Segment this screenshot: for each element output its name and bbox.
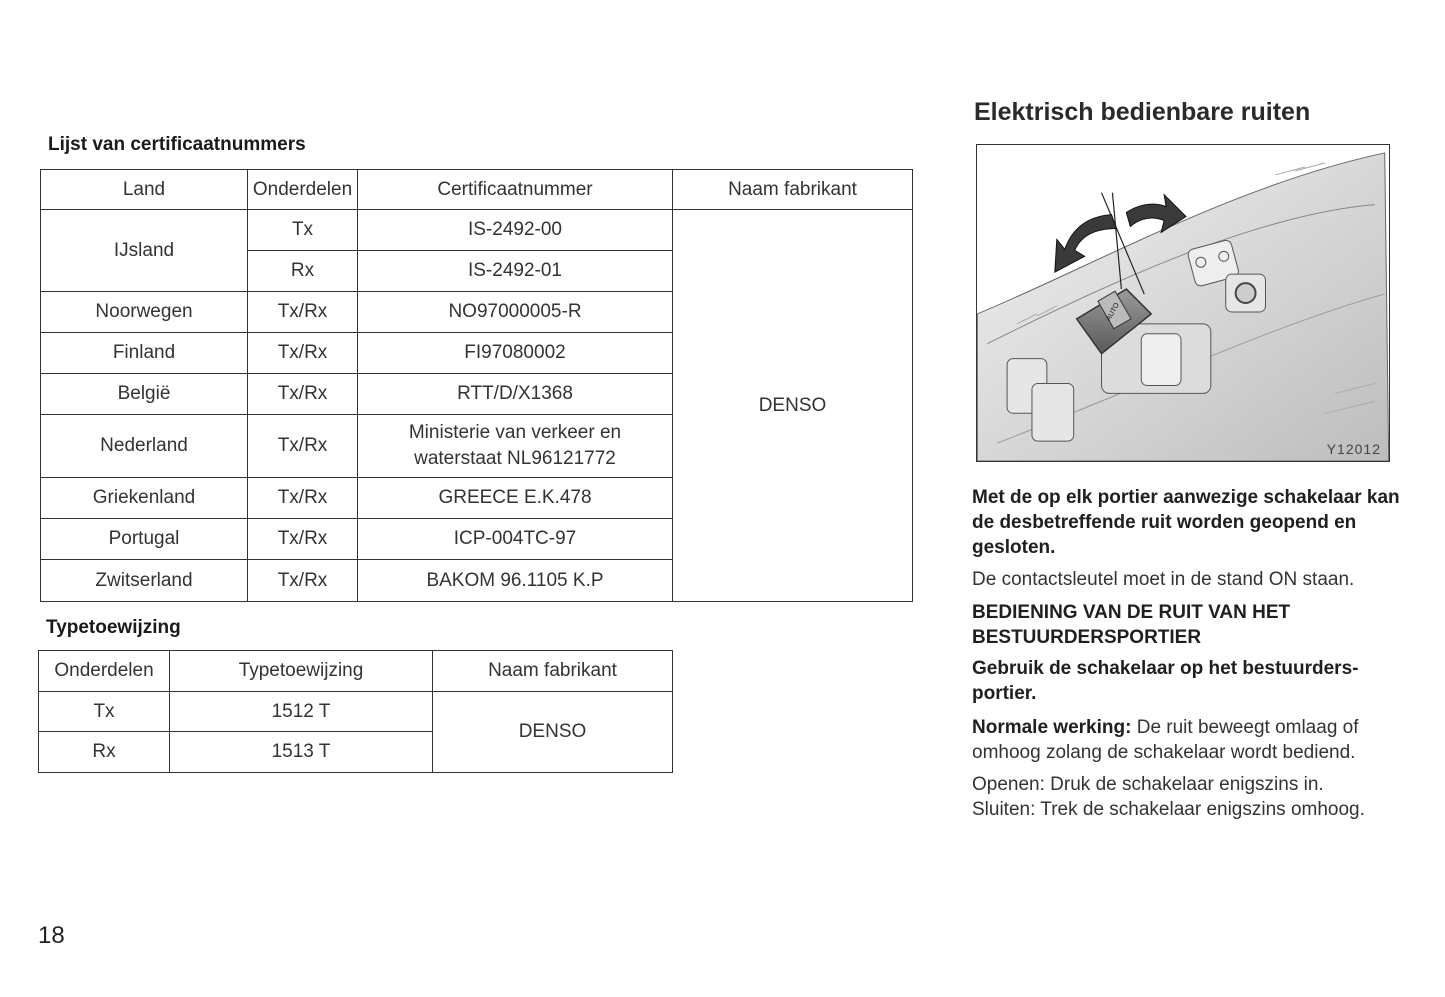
country-cell: Noorwegen [41,292,248,333]
manufacturer-cell: DENSO [433,692,673,773]
type-cell: 1513 T [170,732,433,773]
cert-cell: IS-2492-01 [358,251,673,292]
ignition-note: De contactsleutel moet in de stand ON staan. [972,569,1355,590]
section-subheading: BEDIENING VAN DE RUIT VAN HET BESTUURDERSPORTIER [972,602,1291,648]
part-cell: Tx/Rx [248,374,358,415]
header-land: Land [41,170,248,210]
window-switch-drawing [977,145,1389,461]
country-cell: Finland [41,333,248,374]
auto-switch-label: AUTO [1105,301,1122,322]
part-cell: Tx/Rx [248,292,358,333]
close-instruction: Sluiten: Trek de schakelaar enigszins omhoog. [972,799,1365,820]
header-onderdelen: Onderdelen [248,170,358,210]
country-cell: Zwitserland [41,560,248,602]
cert-cell: GREECE E.K.478 [358,478,673,519]
cert-table [40,169,913,602]
manufacturer-cell: DENSO [673,210,913,602]
part-cell: Tx/Rx [248,333,358,374]
type-table-header-row [39,651,673,692]
instruction-paragraph: Gebruik de schakelaar op het bestuurders-portier. [972,658,1359,704]
country-cell: IJsland [41,210,248,292]
country-cell: Nederland [41,415,248,478]
normal-operation-label: Normale werking: [972,717,1132,738]
page-number: 18 [38,922,65,949]
window-switch-illustration [976,144,1390,462]
cert-cell [358,415,673,478]
part-cell: Tx/Rx [248,478,358,519]
header-naam-fabrikant: Naam fabrikant [673,170,913,210]
header-typetoewijzing: Typetoewijzing [170,651,433,692]
part-cell: Tx/Rx [248,560,358,602]
cert-cell: IS-2492-00 [358,210,673,251]
cert-line-1: Ministerie van verkeer en [408,422,622,443]
country-cell: Griekenland [41,478,248,519]
header-onderdelen: Onderdelen [39,651,170,692]
figure-code: Y12012 [1326,441,1381,457]
table-row [39,692,673,732]
type-heading: Typetoewijzing [46,617,181,638]
section-title: Elektrisch bedienbare ruiten [974,98,1311,126]
country-cell: Portugal [41,519,248,560]
part-cell: Tx/Rx [248,519,358,560]
cert-list-heading: Lijst van certificaatnummers [48,134,306,155]
normal-operation-paragraph [972,715,1402,765]
part-cell: Rx [39,732,170,773]
part-cell: Tx [248,210,358,251]
header-certificaatnummer: Certificaatnummer [358,170,673,210]
intro-paragraph: Met de op elk portier aanwezige schakelaar kan de desbetreffende ruit worden geopend en gesloten. [972,487,1400,558]
cert-cell: ICP-004TC-97 [358,519,673,560]
part-cell: Tx/Rx [248,415,358,478]
country-cell: België [41,374,248,415]
normal-operation-text: De ruit beweegt omlaag of omhoog zolang de schakelaar wordt bediend. [972,717,1359,763]
type-cell: 1512 T [170,692,433,732]
type-table [38,650,673,773]
cert-cell: FI97080002 [358,333,673,374]
cert-line-2: waterstaat NL96121772 [414,448,616,469]
table-row [41,210,913,251]
cert-cell: RTT/D/X1368 [358,374,673,415]
cert-cell: BAKOM 96.1105 K.P [358,560,673,602]
cert-cell: NO97000005-R [358,292,673,333]
header-naam-fabrikant: Naam fabrikant [433,651,673,692]
cert-table-header-row [41,170,913,210]
part-cell: Tx [39,692,170,732]
open-instruction: Openen: Druk de schakelaar enigszins in. [972,774,1324,795]
part-cell: Rx [248,251,358,292]
